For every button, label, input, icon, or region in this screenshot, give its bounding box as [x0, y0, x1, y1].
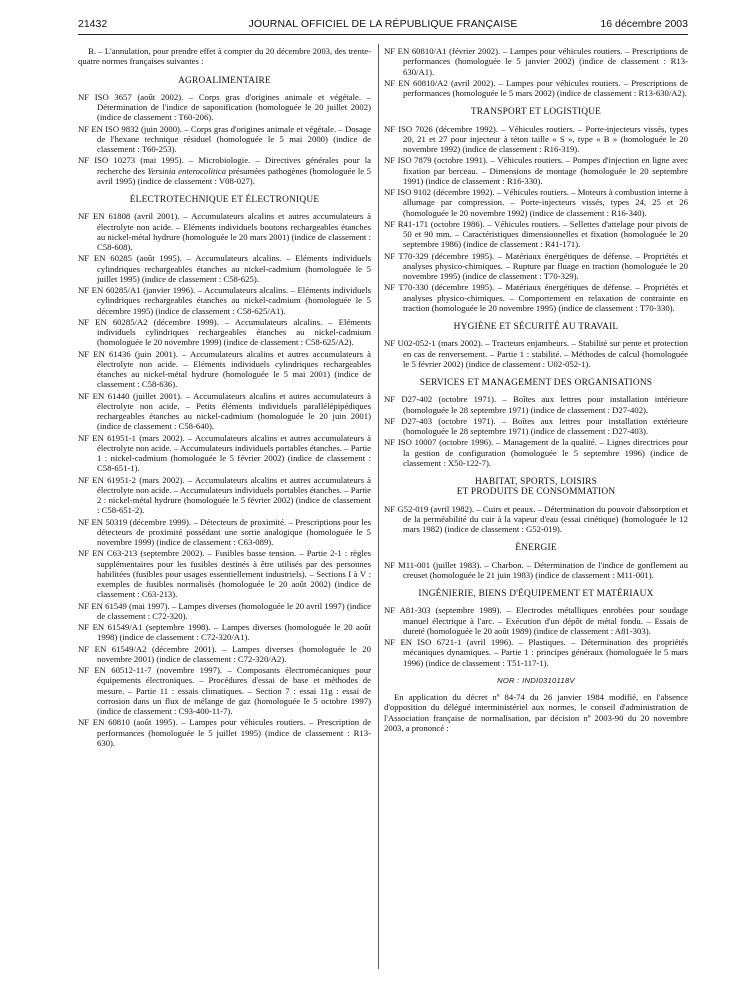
section-title: SERVICES ET MANAGEMENT DES ORGANISATIONS [419, 378, 653, 388]
standard-entry: NF G52-019 (avril 1982). – Cuirs et peaux. – Détermination du pouvoir d'absorption et de la perméabilité du cuir à la vapeur d'eau (essai cinétique) (homologuée le 12 mars 1982) (indice de classement : G52-019). [384, 503, 688, 534]
standard-entry: NF ISO 7026 (décembre 1992). – Véhicules routiers. – Porte-injecteurs vissés, types 20, 21 et 27 pour injecteur à téton taille « S », type « B » (homologuée le 20 novembre 1992) (indice de classement : R16-319). [384, 123, 688, 154]
right-column [384, 46, 688, 733]
header-rule [78, 34, 688, 35]
journal-title: JOURNAL OFFICIEL DE LA RÉPUBLIQUE FRANÇAISE [248, 18, 518, 30]
right-sections [384, 107, 688, 668]
standard-entry: NF EN 60285 (août 1995). – Accumulateurs alcalins. – Eléments individuels cylindriques rechargeables étanches au nickel-cadmium (homologuée le 5 juillet 1995) (indice de classement : C58-625). [78, 253, 371, 284]
section-heading [78, 76, 371, 86]
section-title: AGROALIMENTAIRE [178, 75, 271, 86]
continued-entries [384, 46, 688, 98]
standard-entry: NF T70-329 (décembre 1995). – Matériaux énergétiques de défense. – Propriétés et analyses physico-chimiques. – Rupture par fluage en traction (homologuée le 20 novembre 1995) (indice de classement : T70-329). [384, 250, 688, 281]
section-heading [384, 543, 688, 553]
standard-entry: NF EN 61549 (mai 1997). – Lampes diverses (homologuée le 20 avril 1997) (indice de classement : C72-320). [78, 600, 371, 621]
section-heading [384, 107, 688, 117]
standard-entry: NF EN 50319 (décembre 1999). – Détecteurs de proximité. – Prescriptions pour les détecteurs de proximité possédant une sortie analogique (homologuée le 5 novembre 1999) (indice de classement : C63-089). [78, 516, 371, 547]
standard-entry: NF EN 61549/A1 (septembre 1998). – Lampes diverses (homologuée le 20 août 1998) (indice de classement : C72-320/A1). [78, 622, 371, 643]
standard-entry: NF EN 61951-1 (mars 2002). – Accumulateurs alcalins et autres accumulateurs à électrolyte non acide. – Accumulateurs individuels portables étanches. – Partie 1 : nickel-cadmium (homologuée le 5 février 2002) (indice de classement : C58-651-1). [78, 432, 371, 474]
section-heading [384, 589, 688, 599]
section-title: HABITAT, SPORTS, LOISIRS [474, 477, 598, 487]
standard-entry: NF ISO 10273 (mai 1995). – Microbiologie. – Directives générales pour la recherche des Yersinia enterocolitica présumées pathogènes (homologuée le 5 avril 1995) (indice de classement : V08-027). [78, 155, 372, 186]
standard-entry: NF R41-171 (octobre 1986). – Véhicules routiers. – Sellettes d'attelage pour pivots de 50 et 90 mm. – Caractéristiques dimensionnelles et fixation (homologuée le 20 septembre 1986) (indice de classement : R41-171). [384, 218, 688, 250]
standard-entry: NF ISO 3657 (août 2002). – Corps gras d'origines animale et végétale. – Détermination de l'indice de saponification (homologuée le 20 juillet 2002) (indice de classement : T60-206). [78, 91, 371, 123]
standard-entry: NF ISO 9102 (décembre 1992). – Véhicules routiers. – Moteurs à combustion interne à allumage par compression. – Porte-injecteurs vissés, types 24, 25 et 26 (homologuée le 20 novembre 1992) (indice de classement : R16-340). [384, 187, 688, 218]
standard-entry: NF EN 61436 (juin 2001). – Accumulateurs alcalins et autres accumulateurs à électrolyte non acide. – Eléments individuels cylindriques rechargeables étanches au nickel-métal hydrure (homologuée le 5 mai 2001) (indice de classement : C58-636). [78, 348, 371, 390]
standard-entry: NF EN 60285/A1 (janvier 1996). – Accumulateurs alcalins. – Eléments individuels cylindriques rechargeables étanches au nickel-cadmium (homologuée le 5 décembre 1995) (indice de classement : C58-625/A1). [78, 285, 371, 316]
column-divider [378, 44, 379, 969]
standard-entry: NF EN 61440 (juillet 2001). – Accumulateurs alcalins et autres accumulateurs à électrolyte non acide. – Petits éléments individuels parallélépipédiques rechargeables étanches au nickel-cadmium (homologuée le 20 juin 2001) (indice de classement : C58-640). [78, 390, 371, 432]
section-title: ÉLECTROTECHNIQUE ET ÉLECTRONIQUE [129, 195, 320, 205]
left-sections [78, 76, 371, 749]
standard-entry: NF EN C63-213 (septembre 2002). – Fusibles basse tension. – Partie 2-1 : règles supplémentaires pour les fusibles destinés à être utilisés par des personnes habilitées (fusibles pour usages essentiellement industriels). – Sections I à V : exemples de fusibles normalisés (homologuée le 20 août 2002) (indice de classement : C63-213). [78, 548, 371, 600]
section-heading [384, 322, 688, 332]
standard-entry: NF D27-403 (octobre 1971). – Boîtes aux lettres pour installation extérieure (homologuée le 28 septembre 1971) (indice de classement : D27-403). [384, 415, 688, 436]
section-title: ÉNERGIE [515, 543, 557, 554]
standard-entry: NF ISO 10007 (octobre 1996). – Management de la qualité. – Lignes directrices pour la gestion de configuration (homologuée le 5 septembre 1996) (indice de classement : X50-122-7). [384, 437, 688, 468]
standard-entry: NF EN 60285/A2 (décembre 1999). – Accumulateurs alcalins. – Eléments individuels cylindriques rechargeables étanches au nickel-cadmium (homologuée le 20 novembre 1999) (indice de classement : C58-625/A2). [78, 316, 371, 348]
section-title-line2: ET PRODUITS DE CONSOMMATION [456, 487, 616, 498]
standard-entry: NF EN 61808 (avril 2001). – Accumulateurs alcalins et autres accumulateurs à électrolyte non acide. – Eléments individuels boutons rechargeables étanches au nickel-métal hydrure (homologuée le 20 mars 2001) (indice de classement : C58-608). [78, 211, 371, 252]
standard-entry: NF EN 60810/A1 (février 2002). – Lampes pour véhicules routiers. – Prescriptions de performances (homologuée le 5 janvier 2002) (indice de classement : R13-630/A1). [384, 46, 688, 77]
left-column [78, 46, 371, 749]
page-header [78, 18, 688, 32]
page-number: 21432 [78, 18, 108, 30]
section-heading [78, 195, 371, 205]
section-title: TRANSPORT ET LOGISTIQUE [470, 107, 602, 118]
closing-paragraph: En application du décret nº 84-74 du 26 janvier 1984 modifié, en l'absence d'opposition du délégué interministériel aux normes, le conseil d'administration de l'Association française de normalisation, par décision nº 2003-90 du 20 novembre 2003, a prononcé : [384, 692, 688, 733]
intro-paragraph: B. – L'annulation, pour prendre effet à compter du 20 décembre 2003, des trente-quatre normes françaises suivantes : [78, 46, 371, 67]
standard-entry: NF EN 60810/A2 (avril 2002). – Lampes pour véhicules routiers. – Prescriptions de performances (homologuée le 5 mars 2002) (indice de classement : R13-630/A2). [384, 77, 688, 98]
standard-entry: NF EN 61549/A2 (décembre 2001). – Lampes diverses (homologuée le 20 novembre 2001) (indice de classement : C72-320/A2). [78, 643, 371, 664]
standard-entry: NF A81-303 (septembre 1989). – Electrodes métalliques enrobées pour soudage manuel électrique à l'arc. – Exécution d'un dépôt de métal fondu. – Essais de dureté (homologuée le 20 août 1989) (indice de classement : A81-303). [384, 605, 688, 636]
issue-date: 16 décembre 2003 [600, 18, 688, 30]
standard-entry: NF EN 60512-11-7 (novembre 1997). – Composants électromécaniques pour équipements électroniques. – Procédures d'essai de base et méthodes de mesure. – Partie 11 : essais climatiques. – Section 7 : essai 11g : essai de corrosion dans un flux de mélange de gaz (homologuée le 5 octobre 1997) (indice de classement : C93-400-11-7). [78, 665, 371, 716]
standard-entry: NF U02-052-1 (mars 2002). – Tracteurs enjambeurs. – Stabilité sur pente et protection en cas de renversement. – Partie 1 : stabilité. – Méthodes de calcul (homologuée le 5 février 2002) (indice de classement : U02-052-1). [384, 338, 688, 369]
standard-entry: NF D27-402 (octobre 1971). – Boîtes aux lettres pour installation intérieure (homologuée le 28 septembre 1971) (indice de classement : D27-402). [384, 394, 688, 415]
standard-entry: NF T70-330 (décembre 1995). – Matériaux énergétiques de défense. – Propriétés et analyses physico-chimiques. – Comportement en relaxation de contrainte en traction (homologuée le 20 novembre 1995) (indice de classement : T70-330). [384, 282, 688, 313]
nor-reference: NOR : INDI0310118V [497, 675, 575, 685]
standard-entry: NF EN 61951-2 (mars 2002). – Accumulateurs alcalins et autres accumulateurs à électrolyte non acide. – Accumulateurs individuels portables étanches. – Partie 2 : nickel-métal hydrure (homologuée le 5 février 2002) (indice de classement : C58-651-2). [78, 474, 371, 516]
standard-entry: NF ISO 7879 (octobre 1991). – Véhicules routiers. – Pompes d'injection en ligne avec fixation par berceau. – Dimensions de montage (homologuée le 20 septembre 1991) (indice de classement : R16-330). [384, 155, 688, 186]
section-title: HYGIÈNE ET SÉCURITÉ AU TRAVAIL [453, 322, 619, 332]
standard-entry: NF EN ISO 6721-1 (avril 1996). – Plastiques. – Détermination des propriétés mécaniques dynamiques. – Partie 1 : principes généraux (homologuée le 5 mars 1996) (indice de classement : T51-117-1). [384, 637, 688, 668]
section-title: INGÉNIERIE, BIENS D'ÉQUIPEMENT ET MATÉRIAUX [418, 589, 654, 599]
section-heading [384, 378, 688, 388]
standard-entry: NF EN 60810 (août 1995). – Lampes pour véhicules routiers. – Prescription de performances (homologuée le 5 juillet 1995) (indice de classement : R13-630). [78, 717, 371, 748]
section-heading [384, 477, 688, 498]
standard-entry: NF M11-001 (juillet 1983). – Charbon. – Détermination de l'indice de gonflement au creuset (homologuée le 21 juin 1983) (indice de classement : M11-001). [384, 559, 688, 580]
standard-entry: NF EN ISO 9832 (juin 2000). – Corps gras d'origines animale et végétale. – Dosage de l'hexane technique résiduel (homologuée le 5 mai 2000) (indice de classement : T60-253). [78, 123, 371, 154]
